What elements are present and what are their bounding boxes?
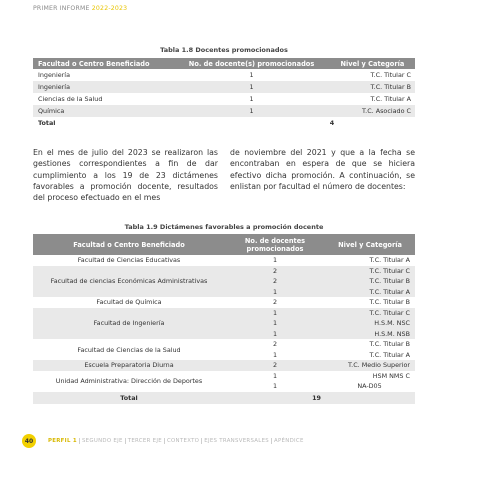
- cell-count: 1: [272, 350, 278, 359]
- cell-count: 1: [272, 371, 278, 380]
- total-label: Total: [38, 119, 56, 127]
- cell-count: 1: [272, 256, 278, 265]
- cell-count: 2: [272, 340, 278, 349]
- nav-item-segundo-eje[interactable]: SEGUNDO EJE: [80, 438, 126, 444]
- cell-count: 2: [225, 266, 325, 277]
- table-row: [33, 360, 415, 371]
- cell-count: 1: [173, 81, 329, 93]
- cell-level: T.C. Titular B: [369, 340, 410, 349]
- body-paragraph-right: de noviembre del 2021 y que a la fecha se encontraban en espera de que se hiciera efectivo dicha promoción. A continuación, se enlistan por facultad el número de docentes:: [230, 148, 415, 191]
- col-header-level: Nivel y Categoría: [330, 58, 415, 69]
- cell-count: 1: [249, 71, 254, 79]
- cell-level: NA-D05: [357, 382, 382, 391]
- cell-level: T.C. Titular C: [370, 71, 411, 79]
- page-number: 40: [22, 434, 36, 448]
- cell-count: 2: [272, 298, 278, 307]
- cell-level: T.C. Titular A: [370, 95, 411, 103]
- nav-item-contexto[interactable]: CONTEXTO: [165, 438, 202, 444]
- nav-item-perfil[interactable]: PERFIL 1: [46, 438, 80, 444]
- cell-level: HSM NMS C: [372, 371, 410, 380]
- cell-level: T.C. Titular B: [325, 276, 415, 287]
- table-1-8-caption: Tabla 1.8 Docentes promocionados: [160, 46, 288, 54]
- total-spacer: [173, 117, 329, 129]
- col-header-faculty: Facultad o Centro Beneficiado: [33, 58, 173, 69]
- cell-level: T.C. Titular B: [330, 81, 415, 93]
- cell-level: T.C. Asociado C: [330, 105, 415, 117]
- cell-count: 2: [225, 276, 325, 287]
- cell-count: 1: [225, 287, 325, 298]
- nav-item-apendice[interactable]: APÉNDICE: [274, 438, 304, 444]
- table-row: [33, 371, 415, 382]
- header-year: 2022-2023: [91, 5, 128, 12]
- table-row: [33, 297, 415, 308]
- cell-level: T.C. Titular B: [369, 298, 410, 307]
- cell-faculty: Ingeniería: [38, 71, 70, 79]
- cell-level: T.C. Titular A: [325, 287, 415, 298]
- cell-faculty: Ciencias de la Salud: [38, 95, 103, 103]
- cell-faculty: Ingeniería: [33, 81, 173, 93]
- total-spacer: [325, 392, 415, 404]
- cell-level: T.C. Titular C: [325, 308, 415, 319]
- cell-level: T.C. Medio Superior: [325, 360, 415, 371]
- table-row: [33, 93, 415, 105]
- col-header-count: No. de docente(s) promocionados: [173, 58, 329, 69]
- table-total-row: [33, 392, 415, 404]
- cell-faculty: Facultad de Química: [96, 298, 162, 307]
- cell-faculty: Escuela Preparatoria Diurna: [33, 360, 225, 371]
- cell-faculty: Facultad de Ciencias Educativas: [77, 256, 181, 265]
- col-header-level: Nivel y Categoría: [325, 234, 415, 255]
- cell-count: 1: [225, 329, 325, 340]
- cell-level: H.S.M. NSB: [325, 329, 415, 340]
- cell-level: H.S.M. NSC: [325, 318, 415, 329]
- cell-level: T.C. Titular C: [325, 266, 415, 277]
- section-nav: [46, 438, 306, 444]
- cell-faculty: Facultad de Ciencias de la Salud: [33, 339, 225, 360]
- table-row: [33, 105, 415, 117]
- body-paragraph-left: En el mes de julio del 2023 se realizaron las gestiones correspondientes a fin de dar cumplimiento a los 19 de 23 dictámenes favorables a promoción docente, resultados del proceso efectuado en el mes: [33, 148, 218, 203]
- col-header-count: No. de docentes promocionados: [225, 234, 325, 255]
- cell-level: T.C. Titular A: [369, 350, 410, 359]
- table-header-row: [33, 234, 415, 255]
- cell-faculty: Facultad de Ingeniería: [33, 308, 225, 340]
- total-value: 4: [329, 119, 335, 127]
- cell-count: 1: [249, 95, 254, 103]
- nav-item-tercer-eje[interactable]: TERCER EJE: [126, 438, 165, 444]
- cell-count: 1: [173, 105, 329, 117]
- cell-level: T.C. Titular A: [369, 256, 410, 265]
- table-row: [33, 69, 415, 81]
- table-header-row: [33, 58, 415, 69]
- page-footer: [22, 434, 462, 448]
- table-1-9-caption: Tabla 1.9 Dictámenes favorables a promoción docente: [124, 223, 324, 231]
- cell-faculty: Facultad de ciencias Económicas Administrativas: [33, 266, 225, 298]
- cell-count: 1: [225, 308, 325, 319]
- header-title: PRIMER INFORME: [33, 5, 90, 12]
- table-row: [33, 339, 415, 350]
- table-row: [33, 255, 415, 266]
- cell-count: 2: [225, 360, 325, 371]
- total-value: 19: [225, 392, 325, 404]
- cell-faculty: Química: [33, 105, 173, 117]
- table-total-row: [33, 117, 415, 129]
- table-1-8: [33, 58, 415, 129]
- nav-item-ejes-transversales[interactable]: EJES TRANSVERSALES: [202, 438, 272, 444]
- table-1-9: [33, 234, 415, 404]
- table-row: [33, 308, 415, 319]
- table-row: [33, 81, 415, 93]
- total-label: Total: [33, 392, 225, 404]
- table-row: [33, 266, 415, 277]
- cell-count: 1: [225, 318, 325, 329]
- cell-count: 1: [272, 382, 278, 391]
- col-header-faculty: Facultad o Centro Beneficiado: [33, 234, 225, 255]
- cell-faculty: Unidad Administrativa: Dirección de Deportes: [33, 371, 225, 392]
- running-header: [33, 5, 127, 12]
